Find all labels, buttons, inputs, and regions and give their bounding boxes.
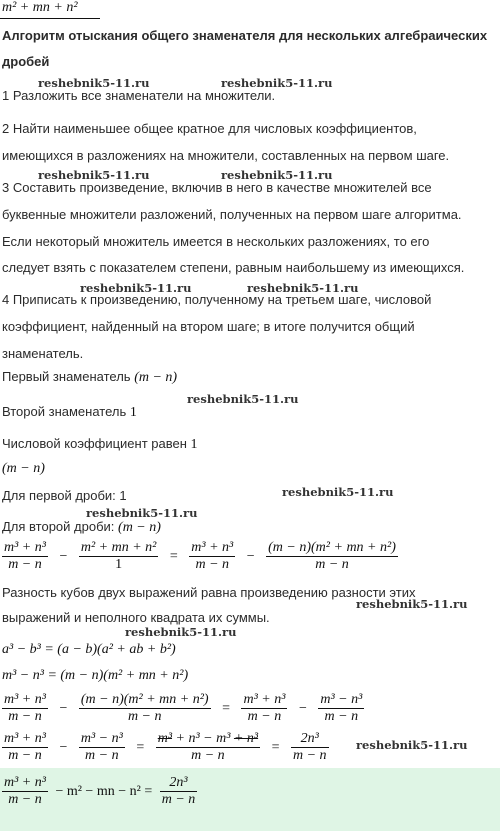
watermark: reshebnik5-11.ru [356,738,468,752]
top-formula: m² + mn + n² [2,0,78,15]
numeric-coefficient [2,436,198,453]
first-fraction-value: 1 [119,488,127,503]
fraction: $\frac{\text{m³ − n³}}{m - n}$ [320,692,363,724]
second-fraction-multiplier [2,519,161,536]
equation-2: $\frac{\text{m³ + n³}}{m - n}$ − $\frac{\text{(m − n)(m² + mn + n²)}}{m - n}$ = $\frac{\text{m³ + n³}}{m - n}$ − $\frac{\text{m³ − n³}}{m - n}$ [4,692,363,724]
step-3-line-4: следует взять с показателем степени, равным наибольшему из имеющихся. [2,260,465,275]
equation-3: $\frac{\text{m³ + n³}}{m - n}$ − $\frac{\text{m³ − n³}}{m - n}$ = $\frac{\text{m³ + n³ − m³ + n³}}{m - n}$ = $\frac{\text{2n³}}{m - n}$ [4,731,327,763]
step-2-line-1: 2 Найти наименьшее общее кратное для числовых коэффициентов, [2,121,417,136]
fraction: $\frac{\text{m³ + n³}}{m - n}$ [243,692,286,724]
step-2-line-2: имеющихся в разложениях на множители, составленных на первом шаге. [2,148,450,163]
heading-line-2: дробей [2,54,50,69]
first-fraction-multiplier [2,488,127,503]
top-fraction-bar [0,18,100,19]
first-denominator-value: (m − n) [134,370,178,385]
cubes-rule-line-1: Разность кубов двух выражений равна произведению разности этих [2,585,416,600]
cubes-factorization: m³ − n³ = (m − n)(m² + mn + n²) [2,668,189,683]
numeric-coefficient-value: 1 [190,437,198,452]
second-fraction-label: Для второй дроби: [2,519,115,534]
cubes-rule-line-2: выражений и неполного квадрата их суммы. [2,610,270,625]
fraction: $\frac{\text{m³ + n³}}{m - n}$ [4,540,46,572]
fraction: $\frac{\text{m³ + n³ − m³ + n³}}{m - n}$ [157,731,259,763]
heading-line-1: Алгоритм отыскания общего знаменателя для нескольких алгебраических [2,28,488,43]
numeric-coefficient-label: Числовой коэффициент равен [2,436,187,451]
watermark: reshebnik5-11.ru [221,168,333,182]
fraction: $\frac{\text{m³ + n³}}{m - n}$ [191,540,234,572]
fraction: $\frac{\text{m³ + n³}}{m - n}$ [4,731,46,763]
step-4-line-3: знаменатель. [2,346,84,361]
fraction: $\frac{\text{(m − n)(m² + mn + n²)}}{m - n}$ [268,540,396,572]
second-denominator-value: 1 [129,405,137,420]
cubes-identity: a³ − b³ = (a − b)(a² + ab + b²) [2,642,176,657]
fraction: $\frac{\text{(m − n)(m² + mn + n²)}}{m - n}$ [80,692,209,724]
watermark: reshebnik5-11.ru [86,506,198,520]
watermark: reshebnik5-11.ru [38,168,150,182]
fraction: $\frac{\text{2n³}}{m - n}$ [293,731,327,763]
step-3-line-2: буквенные множители разложений, полученных на первом шаге алгоритма. [2,207,462,222]
fraction: $\frac{\text{m² + mn + n²}}{1}$ [80,540,157,572]
watermark: reshebnik5-11.ru [187,392,299,406]
final-answer: $\frac{\text{m³ + n³}}{m - n}$ − m² − mn − n² = $\frac{\text{2n³}}{m - n}$ [4,775,196,807]
watermark: reshebnik5-11.ru [125,625,237,639]
watermark: reshebnik5-11.ru [247,281,359,295]
first-fraction-label: Для первой дроби: [2,488,116,503]
step-4-line-2: коэффициент, найденный на втором шаге; в итоге получится общий [2,319,415,334]
first-denominator [2,369,177,386]
step-3-line-3: Если некоторый множитель имеется в нескольких разложениях, то его [2,234,430,249]
step-4-line-1: 4 Приписать к произведению, полученному на третьем шаге, числовой [2,292,432,307]
step-1: 1 Разложить все знаменатели на множители. [2,88,276,103]
fraction: $\frac{\text{m³ + n³}}{m - n}$ [4,775,46,807]
watermark: reshebnik5-11.ru [221,76,333,90]
fraction: $\frac{\text{m³ + n³}}{m - n}$ [4,692,46,724]
watermark: reshebnik5-11.ru [80,281,192,295]
second-fraction-value: (m − n) [118,520,161,535]
second-denominator [2,404,137,421]
equation-1: $\frac{\text{m³ + n³}}{m - n}$ − $\frac{\text{m² + mn + n²}}{1}$ = $\frac{\text{m³ + n³}}{m - n}$ − $\frac{\text{(m − n)(m² + mn + n²)}}{m - n}$ [4,540,396,572]
fraction: $\frac{\text{m³ − n³}}{m - n}$ [80,731,123,763]
fraction: $\frac{\text{2n³}}{m - n}$ [161,775,196,807]
watermark: reshebnik5-11.ru [282,485,394,499]
watermark: reshebnik5-11.ru [38,76,150,90]
watermark: reshebnik5-11.ru [356,597,468,611]
second-denominator-label: Второй знаменатель [2,404,127,419]
first-denominator-label: Первый знаменатель [2,369,131,384]
step-3-line-1: 3 Составить произведение, включив в него в качестве множителей все [2,180,432,195]
common-denominator: (m − n) [2,461,45,476]
